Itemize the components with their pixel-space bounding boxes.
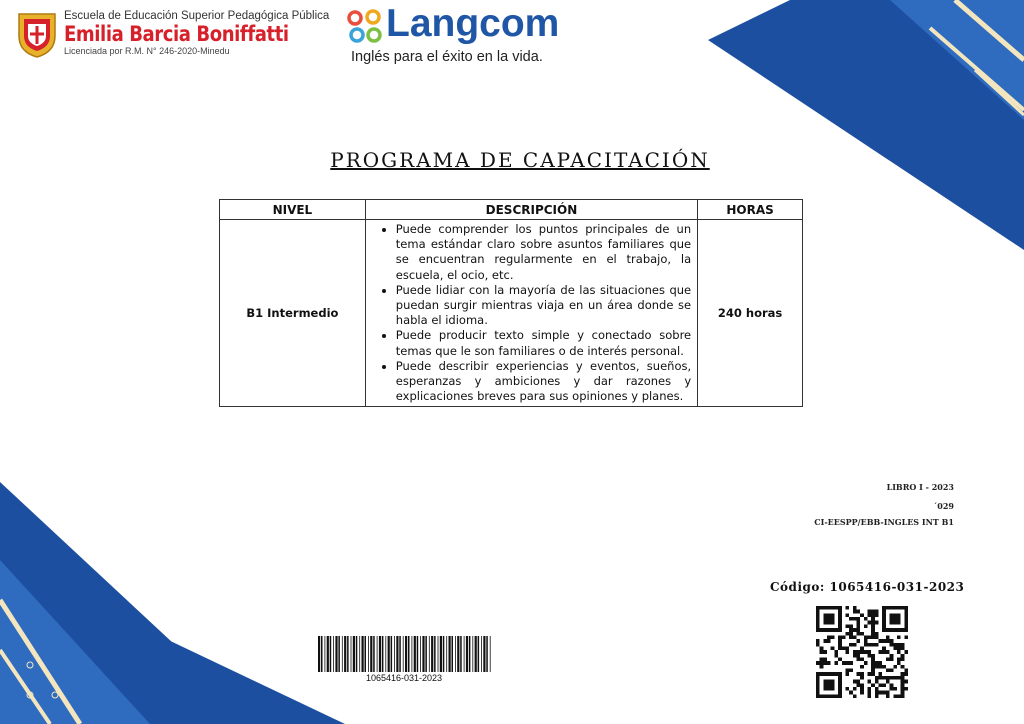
header-description: DESCRIPCIÓN	[365, 200, 697, 220]
description-item: • Puede comprender los puntos principales de un tema estándar claro sobre asuntos familiares que se encuentran regularmente en el trabajo, la escuela, el ocio, etc.	[396, 222, 691, 283]
qr-code-icon	[816, 606, 908, 698]
barcode-text: 1065416-031-2023	[365, 673, 443, 683]
folio-label: ´029	[933, 501, 954, 511]
reference-label: CI-EESPP/EBB-INGLES INT B1	[814, 517, 954, 527]
langcom-logo-icon	[346, 8, 386, 46]
description-item: • Puede describir experiencias y eventos, sueños, esperanzas y ambiciones y dar razones y explicaciones breves para sus opiniones y planes.	[396, 359, 691, 405]
description-list	[370, 222, 691, 404]
brand-name: Langcom	[386, 2, 560, 45]
barcode-icon	[316, 636, 492, 674]
school-license: Licenciada por R.M. N° 246-2020-Minedu	[64, 46, 230, 56]
description-item: • Puede lidiar con la mayoría de las situaciones que puedan surgir mientras viaja en un área donde se habla el idioma.	[396, 283, 691, 329]
school-line1: Escuela de Educación Superior Pedagógica Pública	[64, 10, 330, 22]
certificate-code: Código: 1065416-031-2023	[770, 580, 965, 594]
header-level: NIVEL	[220, 200, 366, 220]
document-title: PROGRAMA DE CAPACITACIÓN	[330, 148, 710, 172]
book-label: LIBRO I - 2023	[886, 482, 954, 492]
description-cell	[365, 220, 697, 407]
header-hours: HORAS	[698, 200, 803, 220]
school-header	[64, 10, 329, 56]
description-item: • Puede producir texto simple y conectado sobre temas que le son familiares o de interés personal.	[396, 328, 691, 358]
brand-slogan: Inglés para el éxito en la vida.	[351, 49, 543, 65]
level-cell: B1 Intermedio	[220, 220, 366, 407]
program-table	[219, 199, 803, 407]
hours-cell: 240 horas	[698, 220, 803, 407]
school-name: Emilia Barcia Boniffatti	[64, 22, 289, 46]
table-row	[220, 220, 803, 407]
school-crest-icon	[16, 10, 58, 58]
table-header-row	[220, 200, 803, 220]
